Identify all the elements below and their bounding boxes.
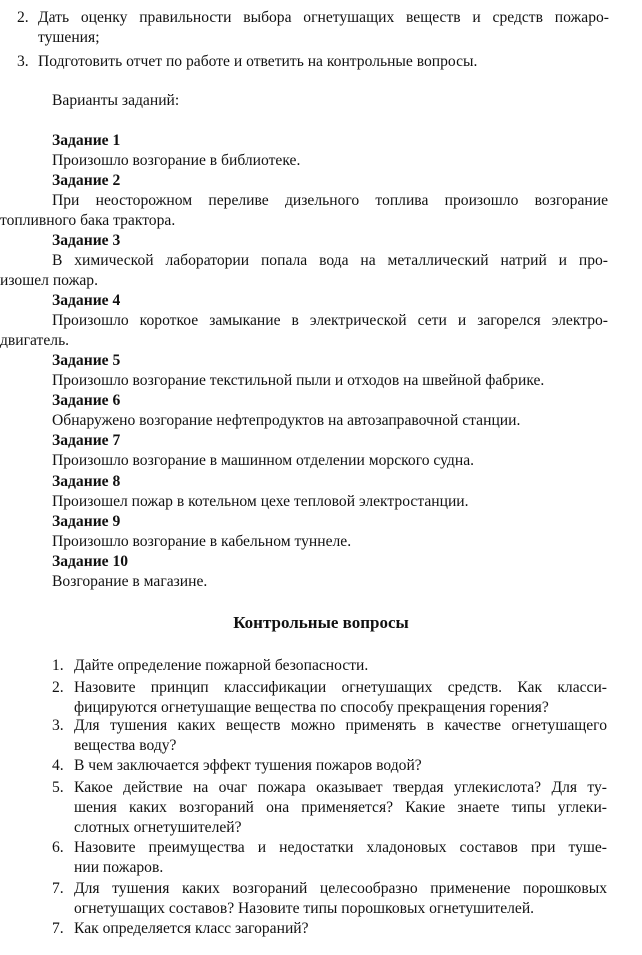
- question-text: [74, 678, 607, 718]
- text-line: вещества воду?: [74, 737, 177, 754]
- task-title: Задание 1: [52, 132, 121, 149]
- question-number: 2.: [52, 679, 64, 696]
- text-line: Возгорание в магазине.: [52, 573, 208, 590]
- text-line: Произошло возгорание в библиотеке.: [52, 152, 301, 169]
- task-description: [52, 151, 608, 171]
- question-number: 5.: [52, 779, 64, 796]
- intro-item-number: 3.: [17, 53, 29, 70]
- task-description: [52, 371, 608, 391]
- task-7: [52, 431, 608, 471]
- text-line: Произошел пожар в котельном цехе тепловой электростанции.: [52, 493, 469, 510]
- control-questions-heading: Контрольные вопросы: [233, 613, 409, 632]
- question-number: 6.: [52, 839, 64, 856]
- text-line: Произошло возгорание текстильной пыли и отходов на швейной фабрике.: [52, 372, 545, 389]
- intro-item-text: [38, 52, 609, 72]
- task-8: [52, 472, 608, 512]
- task-title: Задание 8: [52, 473, 121, 490]
- variants-label: Варианты заданий:: [52, 92, 180, 109]
- task-description: [0, 251, 608, 291]
- question-text: [74, 879, 607, 919]
- intro-item-number: 2.: [17, 9, 29, 26]
- task-description: [52, 492, 608, 512]
- text-line: огнетушащих составов? Назовите типы порошковых огнетушителей.: [74, 900, 535, 917]
- task-2: [0, 171, 608, 231]
- text-line: Произошло возгорание в кабельном туннеле.: [52, 533, 352, 550]
- intro-item-3: [0, 52, 642, 72]
- task-title: Задание 2: [52, 172, 121, 189]
- text-line: слотных огнетушителей?: [74, 819, 242, 836]
- text-line: При неосторожном переливе дизельного топлива произошло возгорание: [52, 192, 608, 209]
- question-number: 7.: [52, 880, 64, 897]
- intro-item-2: [0, 8, 642, 48]
- task-title: Задание 10: [52, 553, 129, 570]
- text-line: В чем заключается эффект тушения пожаров водой?: [74, 757, 422, 774]
- task-10: [52, 552, 608, 592]
- text-line: Для тушения каких веществ можно применять в качестве огнетушащего: [74, 717, 607, 734]
- text-line: фицируются огнетушащие вещества по способу прекращения горения?: [74, 699, 549, 716]
- question-text: [74, 919, 607, 939]
- task-title: Задание 9: [52, 513, 121, 530]
- task-description: [0, 191, 608, 231]
- intro-item-text: [38, 8, 609, 48]
- text-line: Подготовить отчет по работе и ответить на контрольные вопросы.: [38, 53, 478, 70]
- question-text: [74, 716, 607, 756]
- text-line: Как определяется класс загораний?: [74, 920, 309, 937]
- text-line: Назовите преимущества и недостатки хладоновых составов при туше-: [74, 839, 607, 856]
- question-text: [74, 656, 607, 676]
- task-title: Задание 7: [52, 432, 121, 449]
- question-text: [74, 756, 607, 776]
- text-line: Произошло возгорание в машинном отделении морского судна.: [52, 452, 475, 469]
- task-1: [52, 131, 608, 171]
- question-text: [74, 778, 607, 838]
- text-line: Какое действие на очаг пожара оказывает твердая углекислота? Для ту-: [74, 779, 607, 796]
- text-line: Произошло короткое замыкание в электрической сети и загорелся электро-: [52, 312, 608, 329]
- text-line: топливного бака трактора.: [0, 212, 176, 229]
- text-line: изошел пожар.: [0, 272, 98, 289]
- question-number: 1.: [52, 657, 64, 674]
- task-4: [0, 291, 608, 351]
- question-text: [74, 838, 607, 878]
- task-9: [52, 512, 608, 552]
- task-5: [52, 351, 608, 391]
- task-description: [52, 532, 608, 552]
- text-line: Назовите принцип классификации огнетушащих средств. Как класси-: [74, 679, 607, 696]
- task-description: [52, 451, 608, 471]
- text-line: Для тушения каких возгораний целесообразно применение порошковых: [74, 880, 607, 897]
- text-line: Дать оценку правильности выбора огнетушащих веществ и средств пожаро-: [38, 9, 609, 26]
- task-title: Задание 6: [52, 392, 121, 409]
- text-line: нии пожаров.: [74, 859, 164, 876]
- text-line: двигатель.: [0, 332, 70, 349]
- text-line: тушения;: [38, 29, 100, 46]
- task-title: Задание 4: [52, 292, 121, 309]
- task-title: Задание 3: [52, 232, 121, 249]
- text-line: Дайте определение пожарной безопасности.: [74, 657, 369, 674]
- question-number: 4.: [52, 757, 64, 774]
- question-number: 7.: [52, 920, 64, 937]
- task-description: [52, 411, 608, 431]
- task-description: [0, 311, 608, 351]
- task-3: [0, 231, 608, 291]
- text-line: В химической лаборатории попала вода на металлический натрий и про-: [52, 252, 608, 269]
- text-line: шения каких возгораний она применяется? Какие знаете типы углеки-: [74, 799, 607, 816]
- task-6: [52, 391, 608, 431]
- question-number: 3.: [52, 717, 64, 734]
- task-title: Задание 5: [52, 352, 121, 369]
- text-line: Обнаружено возгорание нефтепродуктов на автозаправочной станции.: [52, 412, 521, 429]
- task-description: [52, 572, 608, 592]
